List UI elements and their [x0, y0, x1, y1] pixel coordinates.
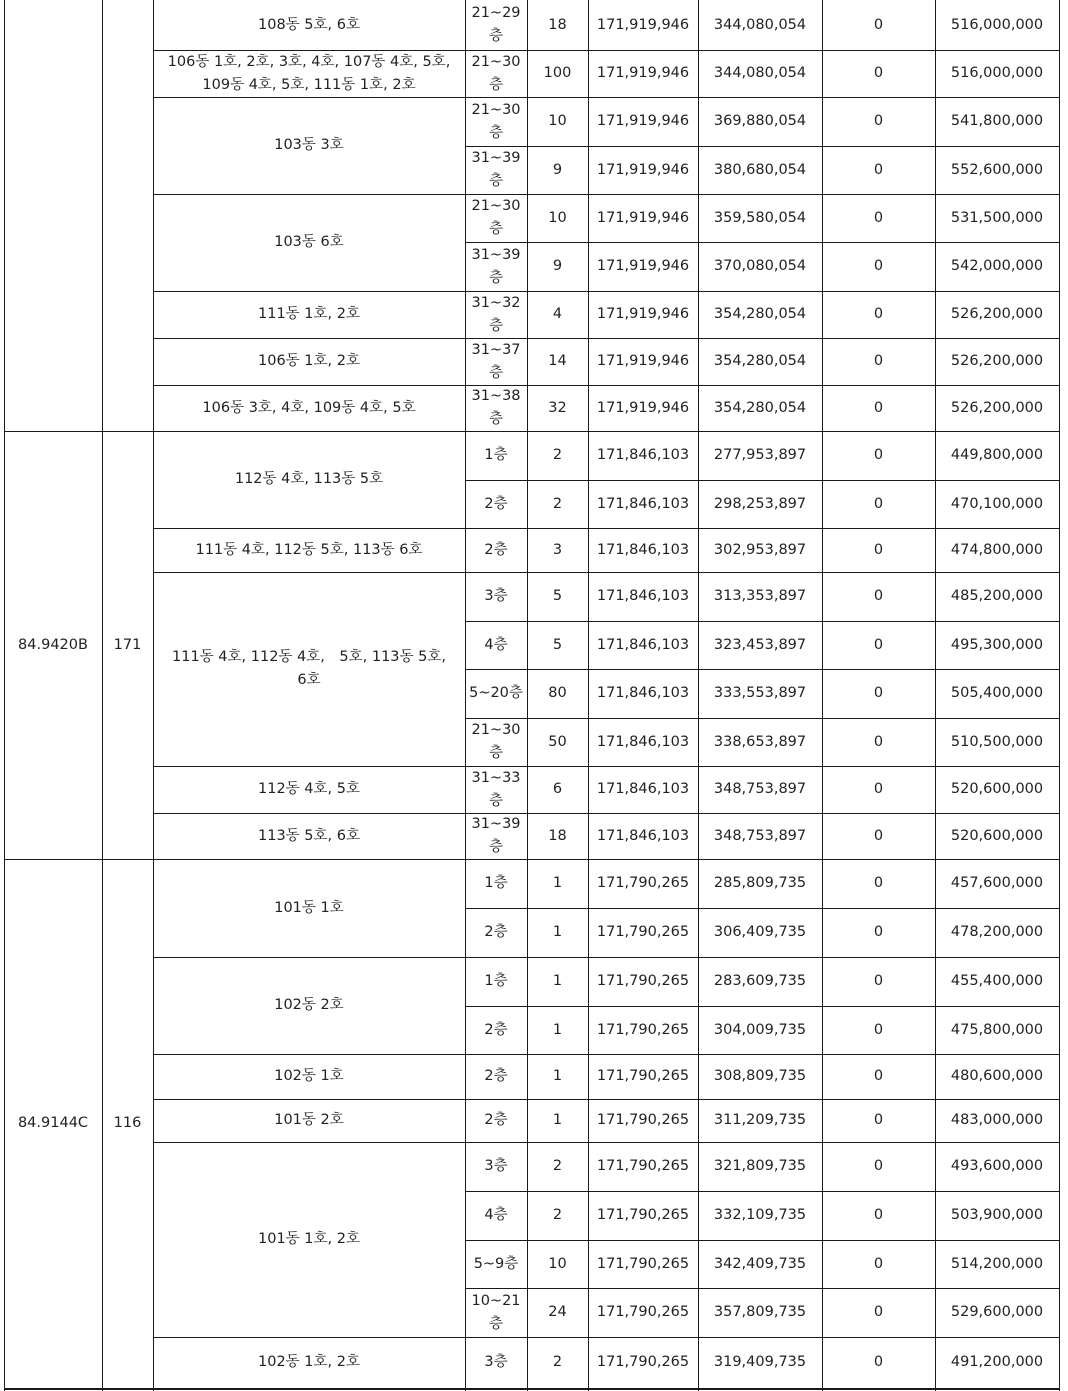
total-price-cell: 480,600,000 — [950, 1068, 1044, 1084]
quantity-cell: 50 — [548, 733, 567, 750]
floor-range-cell: 31~33층 — [471, 769, 521, 809]
unit-location-cell: 108동 5호, 6호 — [258, 16, 360, 33]
floor-range-cell: 4층 — [484, 1207, 508, 1223]
unit-location-cell: 106동 1호, 2호 — [258, 353, 360, 369]
total-price-cell: 526,200,000 — [950, 306, 1044, 322]
vat-cell: 0 — [873, 399, 884, 416]
unit-location-cell: 106동 1호, 2호, 3호, 4호, 107동 4호, 5호, 109동 4호, 5호, 111동 1호, 2호 — [167, 53, 451, 93]
land-price-cell: 171,790,265 — [596, 1112, 690, 1128]
floor-range-cell: 2층 — [484, 1021, 508, 1038]
building-price-cell: 277,953,897 — [713, 447, 807, 463]
floor-range-cell: 3층 — [484, 1354, 508, 1370]
quantity-cell: 4 — [552, 306, 563, 322]
floor-range-cell: 3층 — [484, 588, 508, 604]
unit-location-cell: 112동 4호, 5호 — [258, 781, 360, 797]
floor-range-cell: 21~30층 — [471, 53, 521, 93]
building-price-cell: 298,253,897 — [713, 495, 807, 512]
quantity-cell: 10 — [548, 113, 567, 129]
vat-cell: 0 — [873, 306, 884, 322]
total-price-cell: 485,200,000 — [950, 588, 1044, 604]
floor-range-cell: 1층 — [484, 875, 508, 891]
total-price-cell: 478,200,000 — [950, 924, 1044, 940]
total-price-cell: 541,800,000 — [950, 113, 1044, 129]
vat-cell: 0 — [873, 1207, 884, 1223]
vat-cell: 0 — [873, 924, 884, 940]
unit-location-cell: 102동 2호 — [274, 997, 344, 1013]
unit-location-cell: 101동 1호 — [274, 899, 344, 916]
floor-range-cell: 1층 — [484, 973, 508, 989]
vat-cell: 0 — [873, 973, 884, 989]
quantity-cell: 1 — [552, 924, 563, 940]
unit-location-cell: 111동 4호, 112동 5호, 113동 6호 — [195, 541, 423, 558]
quantity-cell: 18 — [548, 16, 567, 33]
land-price-cell: 171,919,946 — [596, 161, 690, 178]
land-price-cell: 171,846,103 — [596, 685, 690, 701]
unit-location-cell: 101동 1호, 2호 — [258, 1231, 360, 1247]
total-price-cell: 526,200,000 — [950, 399, 1044, 416]
total-price-cell: 470,100,000 — [950, 495, 1044, 512]
land-price-cell: 171,790,265 — [596, 1304, 690, 1320]
land-price-cell: 171,919,946 — [596, 113, 690, 129]
building-price-cell: 370,080,054 — [713, 258, 807, 274]
land-price-cell: 171,790,265 — [596, 1021, 690, 1038]
land-price-cell: 171,846,103 — [596, 827, 690, 844]
building-price-cell: 344,080,054 — [713, 65, 807, 81]
table-bottom-border — [4, 1389, 1060, 1390]
land-price-cell: 171,790,265 — [596, 875, 690, 891]
quantity-cell: 1 — [552, 1112, 563, 1128]
vat-cell: 0 — [873, 1068, 884, 1084]
building-price-cell: 313,353,897 — [713, 588, 807, 604]
floor-range-cell: 31~37층 — [471, 341, 521, 381]
vat-cell: 0 — [873, 541, 884, 558]
quantity-cell: 6 — [552, 781, 563, 797]
quantity-cell: 3 — [552, 541, 563, 558]
building-price-cell: 369,880,054 — [713, 113, 807, 129]
building-price-cell: 359,580,054 — [713, 209, 807, 226]
total-price-cell: 510,500,000 — [950, 733, 1044, 750]
quantity-cell: 9 — [552, 258, 563, 274]
land-price-cell: 171,790,265 — [596, 1354, 690, 1370]
vat-cell: 0 — [873, 1255, 884, 1272]
unit-location-cell: 102동 1호, 2호 — [258, 1354, 360, 1370]
total-price-cell: 516,000,000 — [950, 16, 1044, 33]
unit-location-cell: 113동 5호, 6호 — [258, 827, 360, 844]
quantity-cell: 1 — [552, 1068, 563, 1084]
floor-range-cell: 2층 — [484, 1112, 508, 1128]
quantity-cell: 1 — [552, 1021, 563, 1038]
quantity-cell: 18 — [548, 827, 567, 844]
unit-location-cell: 101동 2호 — [274, 1112, 344, 1128]
total-price-cell: 474,800,000 — [950, 541, 1044, 558]
total-price-cell: 516,000,000 — [950, 65, 1044, 81]
land-price-cell: 171,790,265 — [596, 1255, 690, 1272]
land-price-cell: 171,790,265 — [596, 924, 690, 940]
quantity-cell: 80 — [548, 685, 567, 701]
total-price-cell: 529,600,000 — [950, 1304, 1044, 1320]
building-price-cell: 380,680,054 — [713, 161, 807, 178]
building-price-cell: 348,753,897 — [713, 781, 807, 797]
floor-range-cell: 21~30층 — [471, 722, 521, 761]
land-price-cell: 171,846,103 — [596, 636, 690, 653]
vat-cell: 0 — [873, 1021, 884, 1038]
vat-cell: 0 — [873, 875, 884, 891]
total-price-cell: 505,400,000 — [950, 685, 1044, 701]
building-price-cell: 338,653,897 — [713, 733, 807, 750]
land-price-cell: 171,846,103 — [596, 447, 690, 463]
vat-cell: 0 — [873, 588, 884, 604]
quantity-cell: 2 — [552, 495, 563, 512]
building-price-cell: 344,080,054 — [713, 16, 807, 33]
quantity-cell: 1 — [552, 875, 563, 891]
quantity-cell: 10 — [548, 209, 567, 226]
land-price-cell: 171,919,946 — [596, 209, 690, 226]
floor-range-cell: 2층 — [484, 495, 508, 512]
column-divider — [1059, 0, 1060, 1391]
floor-range-cell: 3층 — [484, 1158, 508, 1174]
total-price-cell: 520,600,000 — [950, 781, 1044, 797]
total-price-cell: 514,200,000 — [950, 1255, 1044, 1272]
housing-type-cell: 84.9144C — [17, 1115, 89, 1131]
building-price-cell: 319,409,735 — [713, 1354, 807, 1370]
unit-count-cell — [102, 0, 153, 431]
total-price-cell: 552,600,000 — [950, 161, 1044, 178]
quantity-cell: 2 — [552, 447, 563, 463]
quantity-cell: 100 — [543, 65, 572, 81]
total-price-cell: 493,600,000 — [950, 1158, 1044, 1174]
total-price-cell: 531,500,000 — [950, 209, 1044, 226]
building-price-cell: 323,453,897 — [713, 636, 807, 653]
quantity-cell: 10 — [548, 1255, 567, 1272]
vat-cell: 0 — [873, 685, 884, 701]
quantity-cell: 24 — [548, 1304, 567, 1320]
building-price-cell: 306,409,735 — [713, 924, 807, 940]
floor-range-cell: 31~39층 — [471, 246, 521, 286]
vat-cell: 0 — [873, 1354, 884, 1370]
land-price-cell: 171,919,946 — [596, 16, 690, 33]
unit-location-cell: 106동 3호, 4호, 109동 4호, 5호 — [202, 399, 416, 416]
total-price-cell: 495,300,000 — [950, 636, 1044, 653]
vat-cell: 0 — [873, 65, 884, 81]
total-price-cell: 503,900,000 — [950, 1207, 1044, 1223]
total-price-cell: 475,800,000 — [950, 1021, 1044, 1038]
land-price-cell: 171,919,946 — [596, 258, 690, 274]
land-price-cell: 171,846,103 — [596, 733, 690, 750]
building-price-cell: 302,953,897 — [713, 541, 807, 558]
total-price-cell: 455,400,000 — [950, 973, 1044, 989]
floor-range-cell: 21~30층 — [471, 198, 521, 237]
housing-type-cell: 84.9420B — [18, 636, 88, 653]
vat-cell: 0 — [873, 1158, 884, 1174]
unit-count-cell: 116 — [113, 1115, 142, 1131]
quantity-cell: 9 — [552, 161, 563, 178]
unit-location-cell: 111동 4호, 112동 4호, 5호, 113동 5호, 6호 — [172, 649, 446, 688]
floor-range-cell: 1층 — [484, 447, 508, 463]
land-price-cell: 171,846,103 — [596, 495, 690, 512]
quantity-cell: 1 — [552, 973, 563, 989]
quantity-cell: 2 — [552, 1158, 563, 1174]
building-price-cell: 285,809,735 — [713, 875, 807, 891]
building-price-cell: 354,280,054 — [713, 306, 807, 322]
unit-location-cell: 102동 1호 — [274, 1068, 344, 1084]
land-price-cell: 171,919,946 — [596, 399, 690, 416]
land-price-cell: 171,846,103 — [596, 781, 690, 797]
floor-range-cell: 21~30층 — [471, 101, 521, 141]
vat-cell: 0 — [873, 447, 884, 463]
land-price-cell: 171,919,946 — [596, 306, 690, 322]
vat-cell: 0 — [873, 258, 884, 274]
vat-cell: 0 — [873, 113, 884, 129]
land-price-cell: 171,790,265 — [596, 1207, 690, 1223]
vat-cell: 0 — [873, 1304, 884, 1320]
vat-cell: 0 — [873, 636, 884, 653]
building-price-cell: 354,280,054 — [713, 399, 807, 416]
land-price-cell: 171,919,946 — [596, 353, 690, 369]
vat-cell: 0 — [873, 353, 884, 369]
total-price-cell: 457,600,000 — [950, 875, 1044, 891]
floor-range-cell: 31~38층 — [471, 388, 521, 427]
floor-range-cell: 10~21층 — [471, 1292, 521, 1332]
total-price-cell: 449,800,000 — [950, 447, 1044, 463]
land-price-cell: 171,790,265 — [596, 1068, 690, 1084]
unit-location-cell: 112동 4호, 113동 5호 — [234, 471, 384, 487]
vat-cell: 0 — [873, 209, 884, 226]
building-price-cell: 357,809,735 — [713, 1304, 807, 1320]
building-price-cell: 283,609,735 — [713, 973, 807, 989]
total-price-cell: 491,200,000 — [950, 1354, 1044, 1370]
building-price-cell: 333,553,897 — [713, 685, 807, 701]
total-price-cell: 483,000,000 — [950, 1112, 1044, 1128]
floor-range-cell: 31~32층 — [471, 294, 521, 334]
floor-range-cell: 21~29층 — [471, 5, 521, 44]
quantity-cell: 14 — [548, 353, 567, 369]
vat-cell: 0 — [873, 1112, 884, 1128]
quantity-cell: 2 — [552, 1207, 563, 1223]
floor-range-cell: 2층 — [484, 541, 508, 558]
total-price-cell: 542,000,000 — [950, 258, 1044, 274]
building-price-cell: 348,753,897 — [713, 827, 807, 844]
total-price-cell: 520,600,000 — [950, 827, 1044, 844]
vat-cell: 0 — [873, 733, 884, 750]
quantity-cell: 5 — [552, 588, 563, 604]
unit-count-cell: 171 — [113, 636, 142, 653]
unit-location-cell: 103동 3호 — [274, 137, 344, 153]
floor-range-cell: 31~39층 — [471, 150, 521, 189]
vat-cell: 0 — [873, 495, 884, 512]
total-price-cell: 526,200,000 — [950, 353, 1044, 369]
unit-location-cell: 103동 6호 — [274, 234, 344, 250]
floor-range-cell: 31~39층 — [471, 816, 521, 855]
building-price-cell: 342,409,735 — [713, 1255, 807, 1272]
building-price-cell: 354,280,054 — [713, 353, 807, 369]
floor-range-cell: 4층 — [484, 636, 508, 653]
quantity-cell: 32 — [548, 399, 567, 416]
vat-cell: 0 — [873, 161, 884, 178]
floor-range-cell: 5~20층 — [469, 685, 523, 701]
land-price-cell: 171,919,946 — [596, 65, 690, 81]
vat-cell: 0 — [873, 827, 884, 844]
building-price-cell: 321,809,735 — [713, 1158, 807, 1174]
land-price-cell: 171,846,103 — [596, 588, 690, 604]
building-price-cell: 332,109,735 — [713, 1207, 807, 1223]
land-price-cell: 171,790,265 — [596, 973, 690, 989]
quantity-cell: 5 — [552, 636, 563, 653]
building-price-cell: 311,209,735 — [713, 1112, 807, 1128]
housing-type-cell — [4, 0, 102, 431]
building-price-cell: 308,809,735 — [713, 1068, 807, 1084]
building-price-cell: 304,009,735 — [713, 1021, 807, 1038]
vat-cell: 0 — [873, 16, 884, 33]
floor-range-cell: 5~9층 — [473, 1255, 519, 1272]
quantity-cell: 2 — [552, 1354, 563, 1370]
vat-cell: 0 — [873, 781, 884, 797]
land-price-cell: 171,846,103 — [596, 541, 690, 558]
land-price-cell: 171,790,265 — [596, 1158, 690, 1174]
floor-range-cell: 2층 — [484, 1068, 508, 1084]
unit-location-cell: 111동 1호, 2호 — [258, 306, 360, 322]
floor-range-cell: 2층 — [484, 924, 508, 940]
